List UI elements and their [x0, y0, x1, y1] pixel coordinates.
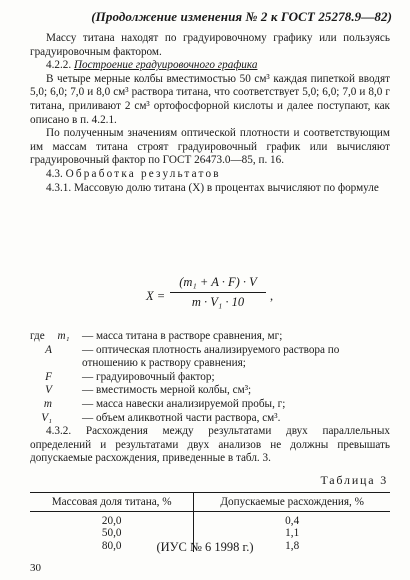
symbol: m — [43, 397, 52, 410]
symbol: F — [45, 370, 52, 383]
table-header-row — [30, 493, 390, 512]
table-title: Таблица 3 — [320, 473, 388, 487]
table-cell: 0,4 — [285, 515, 300, 527]
formula — [130, 275, 330, 325]
section-4-2-2-heading — [30, 59, 390, 73]
page-header: (Продолжение изменения № 2 к ГОСТ 25278.9—82) — [91, 9, 392, 24]
table-cell: 50,0 — [30, 527, 194, 539]
formula-denominator: m · V₁ · 10 — [191, 295, 245, 309]
paragraph-formula-intro: 4.3.1. Массовую долю титана (X) в процентах вычисляют по формуле — [46, 181, 379, 194]
page-number: 30 — [30, 562, 41, 574]
definition-row — [30, 344, 390, 371]
definition-text: — оптическая плотность анализируемого раствора по отношению к раствору сравнения; — [82, 343, 340, 370]
table-cell: 1,1 — [285, 527, 300, 540]
formula-numerator: (m₁ + A · F) · V — [179, 275, 257, 289]
symbol: V₁ — [41, 411, 52, 424]
definition-text: — масса навески анализируемой пробы, г; — [82, 397, 286, 410]
table-cell: 1,8 — [285, 539, 300, 552]
section-4-3-heading — [30, 168, 390, 182]
fraction-bar — [170, 292, 266, 293]
paragraph-calibration: По полученным значениям оптической плотности и соответствующим им массам титана строят градуировочный график или вычисляют градуировочный фактор по ГОСТ 26473.0—85, п. 16. — [30, 127, 390, 167]
section-title: Обработка результатов — [65, 167, 221, 180]
definition-row — [30, 384, 390, 398]
paragraph-mass-titanium: Массу титана находят по градуировочному графику или пользуясь градуировочным фактором. — [30, 32, 390, 58]
definition-row — [30, 371, 390, 385]
where-prefix: где — [30, 330, 45, 342]
table-row — [30, 527, 390, 539]
section-number: 4.2.2. — [46, 59, 72, 72]
variable-definitions — [30, 330, 390, 466]
column-header: Массовая доля титана, % — [30, 493, 194, 512]
paragraph-discrepancies: 4.3.2. Расхождения между результатами двух параллельных определений и результатами двух анализов не должны превышать допускаемые расхождения, приведенные в табл. 3. — [30, 425, 390, 465]
table-cell: 80,0 — [30, 540, 194, 552]
table-cell: 20,0 — [30, 512, 194, 528]
definition-text: — вместимость мерной колбы, см³; — [82, 384, 252, 397]
formula-lhs: X = — [146, 289, 166, 303]
section-title: Построение градуировочного графика — [73, 59, 258, 72]
text-block-top — [30, 32, 390, 195]
definition-row — [30, 412, 390, 426]
definition-row — [30, 398, 390, 412]
symbol: m₁ — [57, 330, 70, 342]
ius-reference: (ИУС № 6 1998 г.) — [156, 540, 254, 554]
symbol: V — [45, 384, 52, 397]
formula-fraction — [170, 275, 266, 310]
formula-comma: , — [270, 289, 274, 303]
definition-text: — градуировочный фактор; — [82, 370, 215, 383]
symbol: A — [45, 343, 52, 356]
definition-text: — объем аликвотной части раствора, см³. — [82, 411, 281, 424]
paragraph-procedure: В четыре мерные колбы вместимостью 50 см³ каждая пипеткой вводят 5,0; 6,0; 7,0 и 8,0 см³ раствора титана, что соответствует 5,0; 6,0; 7,0 и 8,0 г титана, приливают 2 см³ ортофосфорной кислоты и далее поступают, как описано в п. 4.2.1. — [30, 72, 390, 126]
column-header: Допускаемые расхождения, % — [194, 493, 390, 512]
definition-text: — масса титана в растворе сравнения, мг; — [82, 330, 283, 342]
table-row — [30, 512, 390, 528]
definition-row — [30, 330, 390, 344]
section-number: 4.3. — [46, 167, 63, 180]
